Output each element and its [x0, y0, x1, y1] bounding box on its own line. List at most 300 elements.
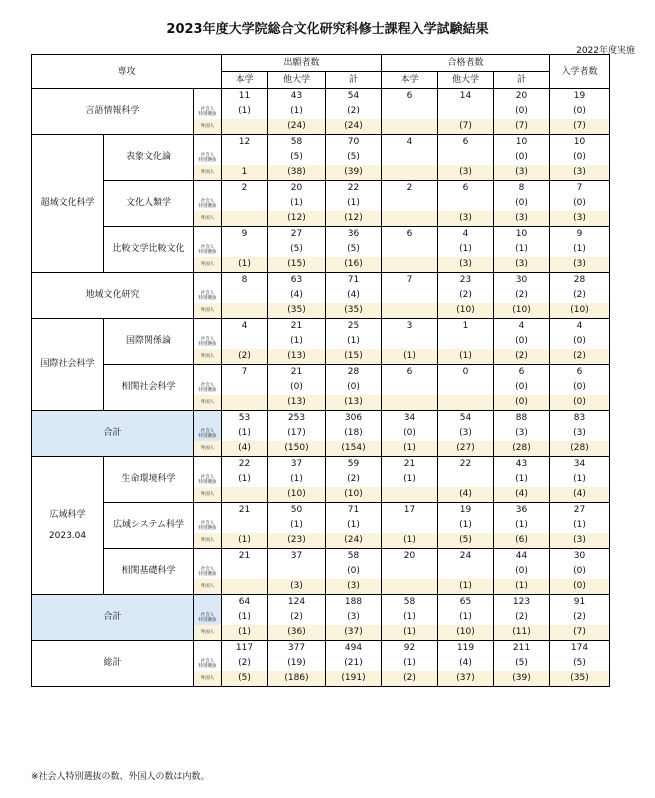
- table-cell: 22: [438, 457, 494, 473]
- label-foreign: 外国人: [200, 630, 215, 635]
- label-tokubetsu: 特別選抜: [198, 249, 217, 255]
- table-cell: (5): [268, 242, 326, 257]
- table-cell: [382, 119, 438, 135]
- table-cell: (0): [494, 395, 550, 411]
- table-cell: (0): [550, 104, 610, 119]
- table-cell: [382, 487, 438, 503]
- table-cell: [438, 564, 494, 579]
- label-tokubetsu: 特別選抜: [198, 479, 217, 485]
- row-type-label: [194, 533, 222, 549]
- table-cell: 54: [438, 411, 494, 427]
- label-tokubetsu: 特別選抜: [198, 525, 217, 531]
- table-cell: 37: [268, 457, 326, 473]
- table-row: [32, 641, 610, 657]
- label-foreign: 外国人: [200, 676, 215, 681]
- group-label: [32, 411, 194, 457]
- table-cell: (2): [550, 288, 610, 303]
- table-cell: (10): [326, 487, 382, 503]
- row-type-label: [194, 595, 222, 611]
- row-type-label: [194, 181, 222, 197]
- table-cell: (0): [494, 150, 550, 165]
- label-foreign: 外国人: [200, 400, 215, 405]
- table-cell: [382, 165, 438, 181]
- table-cell: 4: [550, 319, 610, 335]
- table-cell: (18): [326, 426, 382, 441]
- label-shakaijin: 社会人: [200, 566, 215, 572]
- table-cell: 9: [222, 227, 268, 243]
- table-cell: (0): [494, 196, 550, 211]
- table-cell: (2): [494, 349, 550, 365]
- table-cell: (4): [438, 487, 494, 503]
- table-row: [32, 365, 610, 381]
- table-cell: (24): [268, 119, 326, 135]
- header-own: 本学: [382, 72, 438, 89]
- course-name: 広域システム科学: [104, 503, 194, 549]
- table-cell: (35): [550, 671, 610, 687]
- group-label: [32, 457, 104, 595]
- table-cell: (1): [222, 533, 268, 549]
- table-cell: [382, 303, 438, 319]
- table-cell: 117: [222, 641, 268, 657]
- row-type-label: [194, 135, 222, 151]
- table-cell: [222, 487, 268, 503]
- date-note: 2022年度実施: [576, 46, 635, 56]
- table-cell: [438, 104, 494, 119]
- table-cell: [438, 380, 494, 395]
- table-row: [32, 319, 610, 335]
- table-cell: 10: [494, 227, 550, 243]
- table-cell: 2: [382, 181, 438, 197]
- header-passers: 合格者数: [382, 55, 550, 72]
- table-cell: 253: [268, 411, 326, 427]
- table-cell: (1): [326, 196, 382, 211]
- table-cell: 27: [268, 227, 326, 243]
- table-cell: 34: [550, 457, 610, 473]
- row-type-label: [194, 549, 222, 565]
- row-type-label: [194, 273, 222, 289]
- table-cell: (1): [438, 579, 494, 595]
- table-cell: (2): [222, 656, 268, 671]
- table-cell: 65: [438, 595, 494, 611]
- table-cell: (1): [222, 472, 268, 487]
- row-type-label: [194, 319, 222, 335]
- table-cell: (3): [438, 257, 494, 273]
- table-row: [32, 457, 610, 473]
- header-applicants: 出願者数: [222, 55, 382, 72]
- group-date: 2023.04: [48, 530, 87, 541]
- table-cell: 22: [222, 457, 268, 473]
- table-cell: 494: [326, 641, 382, 657]
- results-table: [31, 54, 610, 687]
- table-cell: (39): [494, 671, 550, 687]
- table-cell: 91: [550, 595, 610, 611]
- table-cell: 7: [382, 273, 438, 289]
- table-cell: (1): [438, 610, 494, 625]
- table-cell: 6: [438, 135, 494, 151]
- table-cell: 174: [550, 641, 610, 657]
- table-cell: (24): [326, 119, 382, 135]
- table-cell: (1): [382, 441, 438, 457]
- course-name: 相関社会科学: [104, 365, 194, 411]
- table-cell: [222, 303, 268, 319]
- row-type-label: [194, 457, 222, 473]
- table-cell: 124: [268, 595, 326, 611]
- table-cell: 0: [438, 365, 494, 381]
- label-foreign: 外国人: [200, 124, 215, 129]
- table-cell: (28): [550, 441, 610, 457]
- table-cell: (0): [550, 579, 610, 595]
- row-type-label: [194, 334, 222, 349]
- table-cell: (3): [268, 579, 326, 595]
- table-cell: (7): [550, 119, 610, 135]
- table-cell: (17): [268, 426, 326, 441]
- table-cell: 4: [438, 227, 494, 243]
- table-cell: 28: [326, 365, 382, 381]
- label-foreign: 外国人: [200, 354, 215, 359]
- table-cell: (0): [550, 395, 610, 411]
- table-cell: (0): [326, 380, 382, 395]
- label-shakaijin: 社会人: [200, 106, 215, 112]
- table-cell: (2): [326, 104, 382, 119]
- table-cell: (1): [222, 104, 268, 119]
- table-cell: (0): [494, 334, 550, 349]
- table-cell: [268, 564, 326, 579]
- table-cell: (12): [268, 211, 326, 227]
- page-title: 2023年度大学院総合文化研究科修士課程入学試験結果: [166, 22, 489, 37]
- table-cell: (5): [550, 656, 610, 671]
- table-cell: 22: [326, 181, 382, 197]
- table-cell: (21): [326, 656, 382, 671]
- table-cell: 11: [222, 89, 268, 105]
- table-cell: (1): [326, 334, 382, 349]
- table-cell: [382, 211, 438, 227]
- table-cell: 6: [438, 181, 494, 197]
- table-cell: (1): [550, 472, 610, 487]
- table-cell: (1): [550, 242, 610, 257]
- table-cell: [222, 579, 268, 595]
- table-cell: (10): [550, 303, 610, 319]
- row-type-label: [194, 641, 222, 657]
- table-cell: [438, 334, 494, 349]
- row-type-label: [194, 227, 222, 243]
- table-cell: (1): [382, 349, 438, 365]
- table-cell: (1): [494, 242, 550, 257]
- table-cell: (3): [550, 533, 610, 549]
- table-cell: (39): [326, 165, 382, 181]
- table-cell: (13): [268, 349, 326, 365]
- table-row: [32, 89, 610, 105]
- table-cell: [222, 564, 268, 579]
- label-shakaijin: 社会人: [200, 474, 215, 480]
- table-cell: (1): [268, 196, 326, 211]
- table-cell: 20: [494, 89, 550, 105]
- table-row: [32, 411, 610, 427]
- row-type-label: [194, 349, 222, 365]
- table-cell: (186): [268, 671, 326, 687]
- table-cell: (10): [494, 303, 550, 319]
- group-name: 合計: [103, 428, 122, 438]
- table-cell: [222, 288, 268, 303]
- row-type-label: [194, 165, 222, 181]
- table-cell: 9: [550, 227, 610, 243]
- group-label: [32, 641, 194, 687]
- table-cell: 188: [326, 595, 382, 611]
- table-cell: (3): [438, 165, 494, 181]
- table-cell: [382, 150, 438, 165]
- table-cell: 6: [494, 365, 550, 381]
- table-cell: 43: [494, 457, 550, 473]
- label-shakaijin: 社会人: [200, 428, 215, 434]
- table-cell: (3): [550, 165, 610, 181]
- table-cell: 7: [550, 181, 610, 197]
- table-cell: (4): [550, 487, 610, 503]
- table-cell: (24): [326, 533, 382, 549]
- table-cell: (10): [438, 625, 494, 641]
- table-cell: (12): [326, 211, 382, 227]
- label-tokubetsu: 特別選抜: [198, 433, 217, 439]
- label-foreign: 外国人: [200, 216, 215, 221]
- table-cell: (0): [494, 564, 550, 579]
- row-type-label: [194, 487, 222, 503]
- label-tokubetsu: 特別選抜: [198, 663, 217, 669]
- label-foreign: 外国人: [200, 446, 215, 451]
- row-type-label: [194, 365, 222, 381]
- table-cell: 6: [382, 89, 438, 105]
- table-cell: 50: [268, 503, 326, 519]
- table-cell: 10: [494, 135, 550, 151]
- table-cell: 2: [222, 181, 268, 197]
- label-shakaijin: 社会人: [200, 658, 215, 664]
- label-foreign: 外国人: [200, 584, 215, 589]
- table-cell: [382, 564, 438, 579]
- label-shakaijin: 社会人: [200, 612, 215, 618]
- table-cell: 20: [382, 549, 438, 565]
- table-cell: (1): [222, 257, 268, 273]
- table-cell: 12: [222, 135, 268, 151]
- table-cell: (13): [326, 395, 382, 411]
- group-name: 総計: [103, 658, 122, 668]
- table-row: [32, 135, 610, 151]
- header-major: 専攻: [32, 55, 222, 89]
- label-foreign: 外国人: [200, 262, 215, 267]
- table-cell: (3): [494, 165, 550, 181]
- table-cell: 21: [268, 365, 326, 381]
- label-foreign: 外国人: [200, 538, 215, 543]
- table-cell: (15): [268, 257, 326, 273]
- table-cell: (15): [326, 349, 382, 365]
- table-cell: (0): [494, 104, 550, 119]
- label-tokubetsu: 特別選抜: [198, 571, 217, 577]
- table-cell: (3): [494, 257, 550, 273]
- table-cell: [438, 395, 494, 411]
- table-cell: 6: [382, 365, 438, 381]
- table-cell: (1): [222, 426, 268, 441]
- table-cell: (1): [222, 610, 268, 625]
- table-cell: 37: [268, 549, 326, 565]
- table-cell: 53: [222, 411, 268, 427]
- table-cell: (3): [326, 579, 382, 595]
- table-row: [32, 227, 610, 243]
- table-cell: [382, 334, 438, 349]
- table-cell: (28): [494, 441, 550, 457]
- table-cell: [382, 288, 438, 303]
- table-cell: (1): [382, 533, 438, 549]
- table-cell: 10: [550, 135, 610, 151]
- label-tokubetsu: 特別選抜: [198, 203, 217, 209]
- table-cell: 306: [326, 411, 382, 427]
- table-cell: (154): [326, 441, 382, 457]
- table-cell: (3): [550, 211, 610, 227]
- header-own: 本学: [222, 72, 268, 89]
- label-shakaijin: 社会人: [200, 336, 215, 342]
- table-cell: (19): [268, 656, 326, 671]
- table-cell: (1): [382, 472, 438, 487]
- header-total: 計: [326, 72, 382, 89]
- table-cell: 20: [268, 181, 326, 197]
- table-cell: (35): [268, 303, 326, 319]
- table-cell: (7): [550, 625, 610, 641]
- table-row: [32, 549, 610, 565]
- table-cell: (23): [268, 533, 326, 549]
- table-cell: 58: [382, 595, 438, 611]
- label-foreign: 外国人: [200, 170, 215, 175]
- table-cell: 21: [382, 457, 438, 473]
- table-cell: (6): [494, 533, 550, 549]
- table-cell: 21: [222, 549, 268, 565]
- row-type-label: [194, 303, 222, 319]
- table-cell: (38): [268, 165, 326, 181]
- table-cell: (1): [550, 518, 610, 533]
- table-cell: 8: [494, 181, 550, 197]
- label-tokubetsu: 特別選抜: [198, 295, 217, 301]
- table-cell: (11): [494, 625, 550, 641]
- course-name: 表象文化論: [104, 135, 194, 181]
- table-cell: (5): [268, 150, 326, 165]
- table-cell: 4: [382, 135, 438, 151]
- table-cell: 17: [382, 503, 438, 519]
- table-cell: (1): [268, 334, 326, 349]
- table-cell: 211: [494, 641, 550, 657]
- table-cell: 58: [326, 549, 382, 565]
- course-name: 国際関係論: [104, 319, 194, 365]
- table-cell: (4): [438, 656, 494, 671]
- label-shakaijin: 社会人: [200, 152, 215, 158]
- table-cell: 64: [222, 595, 268, 611]
- table-cell: 92: [382, 641, 438, 657]
- header-total: 計: [494, 72, 550, 89]
- table-cell: (37): [438, 671, 494, 687]
- table-cell: (1): [382, 625, 438, 641]
- table-cell: (35): [326, 303, 382, 319]
- table-cell: (2): [326, 472, 382, 487]
- table-cell: 63: [268, 273, 326, 289]
- table-cell: (2): [550, 610, 610, 625]
- table-cell: (0): [550, 564, 610, 579]
- table-cell: [222, 150, 268, 165]
- table-cell: (0): [268, 380, 326, 395]
- label-shakaijin: 社会人: [200, 244, 215, 250]
- table-cell: (4): [268, 288, 326, 303]
- table-cell: [438, 150, 494, 165]
- table-cell: (16): [326, 257, 382, 273]
- table-cell: (2): [382, 671, 438, 687]
- table-cell: 123: [494, 595, 550, 611]
- row-type-label: [194, 579, 222, 595]
- table-cell: (1): [222, 625, 268, 641]
- label-tokubetsu: 特別選抜: [198, 617, 217, 623]
- table-cell: [382, 104, 438, 119]
- table-row: [32, 595, 610, 611]
- table-cell: (1): [438, 349, 494, 365]
- table-cell: (1): [494, 518, 550, 533]
- table-cell: (3): [326, 610, 382, 625]
- table-cell: (1): [438, 242, 494, 257]
- table-row: [32, 181, 610, 197]
- table-cell: (13): [268, 395, 326, 411]
- table-cell: (7): [438, 119, 494, 135]
- header-other: 他大学: [268, 72, 326, 89]
- table-cell: (5): [438, 533, 494, 549]
- row-type-label: [194, 150, 222, 165]
- table-cell: 25: [326, 319, 382, 335]
- table-cell: 4: [494, 319, 550, 335]
- group-name: 超域文化科学: [40, 198, 95, 208]
- table-cell: (5): [222, 671, 268, 687]
- table-cell: (4): [494, 487, 550, 503]
- row-type-label: [194, 671, 222, 687]
- table-cell: 1: [438, 319, 494, 335]
- table-cell: (0): [326, 564, 382, 579]
- table-cell: [222, 395, 268, 411]
- row-type-label: [194, 441, 222, 457]
- table-cell: (7): [494, 119, 550, 135]
- table-cell: [222, 334, 268, 349]
- table-cell: (3): [494, 426, 550, 441]
- group-label: [32, 273, 194, 319]
- table-cell: 34: [382, 411, 438, 427]
- table-cell: 43: [268, 89, 326, 105]
- table-cell: (0): [494, 380, 550, 395]
- group-name: 言語情報科学: [85, 106, 140, 116]
- row-type-label: [194, 610, 222, 625]
- course-name: 相関基礎科学: [104, 549, 194, 595]
- row-type-label: [194, 104, 222, 119]
- table-cell: [382, 579, 438, 595]
- table-cell: (0): [550, 150, 610, 165]
- table-cell: (0): [550, 334, 610, 349]
- row-type-label: [194, 518, 222, 533]
- table-cell: (1): [494, 472, 550, 487]
- row-type-label: [194, 426, 222, 441]
- table-cell: [222, 119, 268, 135]
- table-cell: 44: [494, 549, 550, 565]
- table-cell: (1): [494, 579, 550, 595]
- row-type-label: [194, 564, 222, 579]
- table-cell: (10): [438, 303, 494, 319]
- row-type-label: [194, 242, 222, 257]
- course-name: 生命環境科学: [104, 457, 194, 503]
- table-cell: 8: [222, 273, 268, 289]
- table-cell: (5): [326, 150, 382, 165]
- table-cell: (10): [268, 487, 326, 503]
- table-cell: (1): [438, 518, 494, 533]
- table-cell: (4): [222, 441, 268, 457]
- group-label: [32, 595, 194, 641]
- table-cell: 27: [550, 503, 610, 519]
- table-cell: [382, 380, 438, 395]
- table-cell: [438, 472, 494, 487]
- table-cell: (3): [438, 426, 494, 441]
